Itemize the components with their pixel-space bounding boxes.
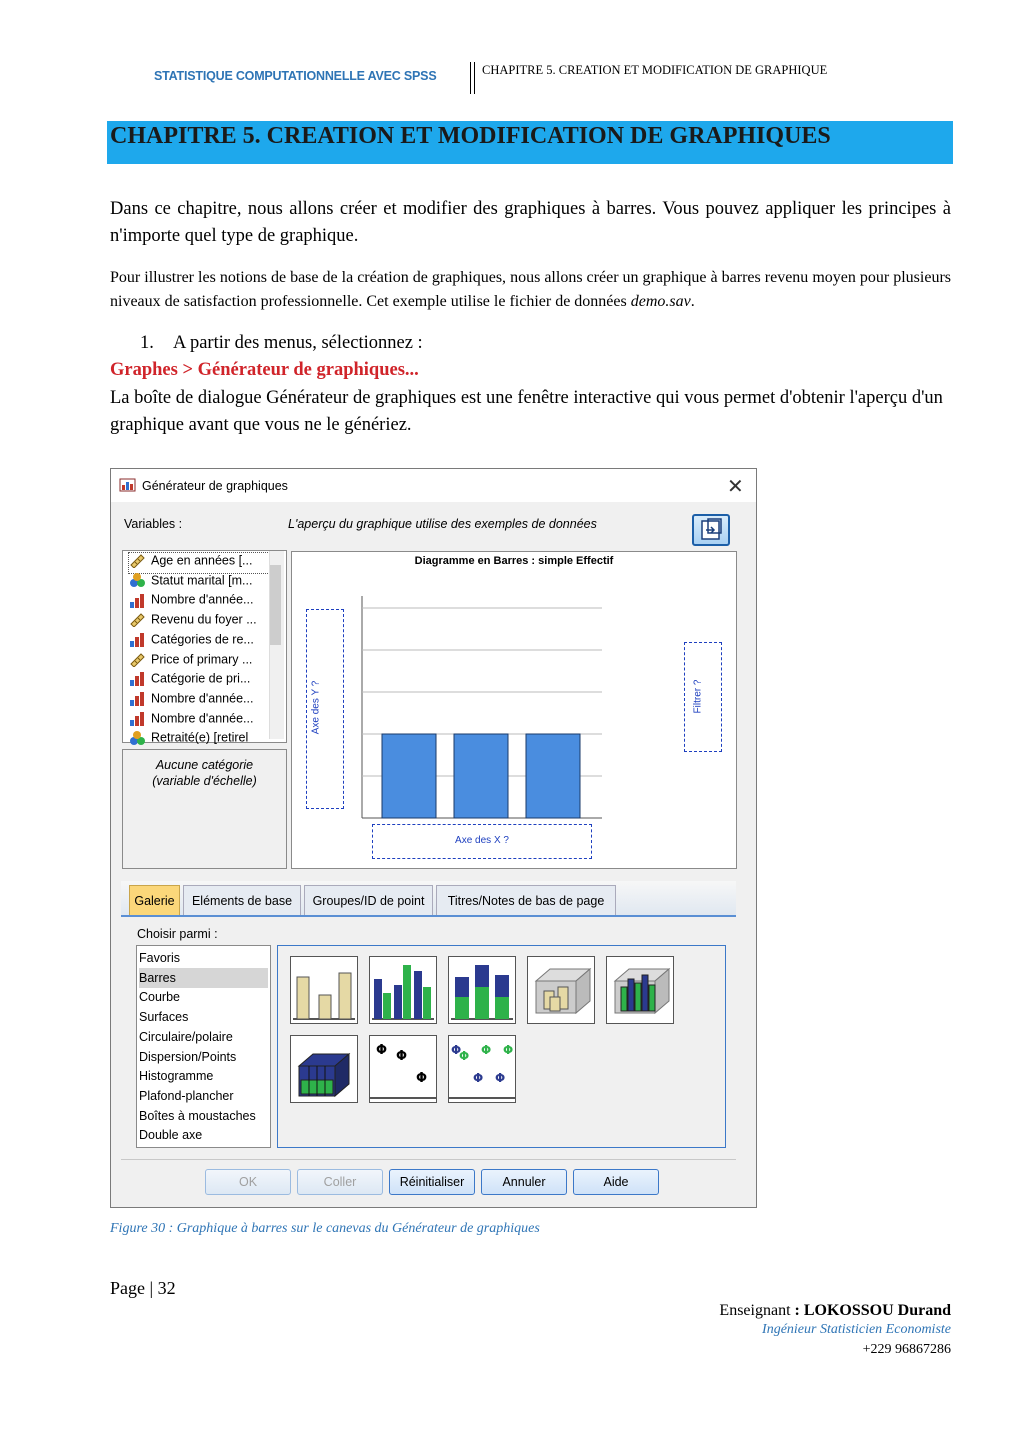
variable-item[interactable]	[129, 573, 269, 593]
preview-note: L'aperçu du graphique utilise des exemples de données	[288, 517, 597, 531]
simple-bar-icon	[291, 957, 357, 1023]
chart-type-item[interactable]: Boîtes à moustaches	[139, 1108, 256, 1123]
teacher-phone: +229 96867286	[862, 1342, 951, 1357]
dialog-title: Générateur de graphiques	[142, 479, 288, 493]
tab-titles-footnotes[interactable]: Titres/Notes de bas de page	[436, 885, 616, 915]
svg-text:Φ: Φ	[481, 1043, 492, 1057]
variable-item[interactable]	[129, 632, 269, 652]
variables-label: Variables :	[124, 517, 183, 531]
page-value: 32	[157, 1278, 176, 1298]
stacked-bar-thumbnail[interactable]	[448, 956, 516, 1024]
dialog-titlebar	[111, 469, 756, 502]
simple-bar-thumbnail[interactable]	[290, 956, 358, 1024]
close-icon[interactable]: ✕	[727, 476, 744, 498]
clustered-bar-icon	[370, 957, 436, 1023]
category-info-line1: Aucune catégorie	[155, 758, 254, 772]
chart-builder-dialog	[110, 468, 757, 1208]
clustered-bar-thumbnail[interactable]	[369, 956, 437, 1024]
y-axis-zone-label: Axe des Y ?	[310, 680, 322, 735]
ruler-icon	[129, 553, 146, 568]
x-axis-drop-zone[interactable]	[372, 824, 592, 859]
element-properties-button[interactable]	[692, 514, 730, 546]
3d-stacked-bar-icon	[291, 1036, 357, 1102]
preview-bar	[526, 734, 580, 818]
variable-label: Catégorie de pri...	[151, 671, 251, 686]
variable-item[interactable]	[129, 730, 269, 750]
tab-basic-elements[interactable]: Eléments de base	[183, 885, 301, 915]
ordinal-icon	[129, 593, 146, 608]
chart-type-item[interactable]: Dispersion/Points	[139, 1049, 237, 1064]
chart-type-item[interactable]: Double axe	[139, 1128, 203, 1143]
chart-type-item[interactable]: Histogramme	[139, 1069, 214, 1084]
variable-item[interactable]	[129, 671, 269, 691]
preview-bar	[382, 734, 436, 818]
running-header-right: CHAPITRE 5. CREATION ET MODIFICATION DE GRAPHIQUE	[482, 63, 828, 77]
cancel-button[interactable]: Annuler	[481, 1169, 567, 1195]
chart-builder-app-icon	[119, 477, 136, 492]
ruler-icon	[129, 612, 146, 627]
svg-text:Φ: Φ	[376, 1043, 388, 1058]
ordinal-icon	[129, 691, 146, 706]
teacher-name: : LOKOSSOU Durand	[794, 1302, 951, 1319]
ordinal-icon	[129, 632, 146, 647]
menu-path: Graphes > Générateur de graphiques...	[110, 360, 419, 380]
chart-type-item[interactable]: Circulaire/polaire	[139, 1029, 233, 1044]
category-info-box	[122, 749, 287, 869]
paragraph-end: .	[690, 293, 695, 310]
chart-type-item[interactable]: Plafond-plancher	[139, 1088, 234, 1103]
chart-type-item[interactable]: Favoris	[139, 951, 180, 965]
ok-button[interactable]: OK	[205, 1169, 291, 1195]
variable-label: Nombre d'année...	[151, 593, 254, 608]
variable-item[interactable]	[129, 553, 269, 573]
reset-button[interactable]: Réinitialiser	[389, 1169, 475, 1195]
preview-bar-chart	[352, 592, 612, 822]
svg-text:Φ: Φ	[451, 1043, 462, 1057]
illustration-paragraph	[110, 266, 951, 314]
variable-label: Statut marital [m...	[151, 573, 253, 588]
preview-chart-title: Diagramme en Barres : simple Effectif	[414, 555, 614, 567]
chart-type-item[interactable]: Courbe	[139, 990, 180, 1005]
variable-label: Catégories de re...	[151, 632, 254, 647]
variable-label: Age en années [...	[151, 553, 253, 568]
svg-text:Φ: Φ	[495, 1071, 506, 1085]
x-axis-zone-label: Axe des X ?	[455, 835, 509, 846]
choose-from-label: Choisir parmi :	[137, 927, 218, 941]
clustered-error-bar-icon	[449, 1036, 515, 1102]
preview-bar	[454, 734, 508, 818]
properties-icon	[694, 516, 728, 544]
tab-underline	[121, 915, 736, 917]
running-header-left: STATISTIQUE COMPUTATIONNELLE AVEC SPSS	[154, 69, 437, 83]
header-divider	[470, 62, 471, 94]
chart-canvas[interactable]	[291, 551, 737, 869]
3d-stacked-bar-thumbnail[interactable]	[290, 1035, 358, 1103]
svg-text:Φ: Φ	[473, 1071, 484, 1085]
variable-label: Nombre d'année...	[151, 691, 254, 706]
ordinal-icon	[129, 671, 146, 686]
chapter-title: CHAPITRE 5. CREATION ET MODIFICATION DE GRAPHIQUES	[110, 123, 831, 149]
svg-text:Φ: Φ	[396, 1049, 408, 1064]
help-button[interactable]: Aide	[573, 1169, 659, 1195]
intro-paragraph: Dans ce chapitre, nous allons créer et modifier des graphiques à barres. Vous pouvez appliquer les principes à n'importe quel type de graphique.	[110, 199, 951, 246]
step-item	[140, 333, 423, 354]
variable-label: Retraité(e) [retirel	[151, 731, 249, 745]
svg-text:Φ: Φ	[503, 1043, 514, 1057]
paste-button[interactable]: Coller	[297, 1169, 383, 1195]
tab-gallery[interactable]: Galerie	[129, 885, 180, 915]
paragraph-text: Pour illustrer les notions de base de la création de graphiques, nous allons créer un graphique à barres revenu moyen pour plusieurs niveaux de satisfaction professionnelle. Cet exemple utilise le fichier de données	[110, 269, 951, 310]
y-axis-drop-zone[interactable]	[306, 609, 344, 809]
page-number: Page | 32	[110, 1278, 176, 1298]
filter-drop-zone[interactable]	[684, 642, 722, 752]
variable-label: Revenu du foyer ...	[151, 612, 257, 627]
3d-clustered-bar-thumbnail[interactable]	[606, 956, 674, 1024]
variable-item[interactable]	[129, 691, 269, 711]
teacher-prefix: Enseignant	[719, 1302, 791, 1319]
chart-type-item[interactable]: Barres	[139, 968, 268, 988]
clustered-error-bar-thumbnail[interactable]	[448, 1035, 516, 1103]
ordinal-icon	[129, 711, 146, 726]
variable-label: Price of primary ...	[151, 652, 253, 667]
error-bar-icon	[370, 1036, 436, 1102]
step-number: 1.	[140, 333, 154, 353]
variable-label: Nombre d'année...	[151, 711, 254, 726]
category-info-line2: (variable d'échelle)	[152, 774, 257, 788]
dialog-description-paragraph: La boîte de dialogue Générateur de graphiques est une fenêtre interactive qui vous permet d'obtenir l'aperçu d'un graphique avant que vous ne le génériez.	[110, 388, 943, 435]
figure-caption: Figure 30 : Graphique à barres sur le canevas du Générateur de graphiques	[110, 1221, 540, 1236]
3d-bar-thumbnail[interactable]	[527, 956, 595, 1024]
button-separator	[121, 1159, 736, 1160]
3d-bar-icon	[528, 957, 594, 1023]
chapter-title-banner	[107, 121, 953, 164]
simple-error-bar-thumbnail[interactable]	[369, 1035, 437, 1103]
stacked-bar-icon	[449, 957, 515, 1023]
scrollbar-thumb[interactable]	[270, 565, 281, 645]
teacher-line	[600, 1302, 951, 1320]
page-label: Page	[110, 1278, 145, 1298]
3d-clustered-bar-icon	[607, 957, 673, 1023]
variable-item[interactable]	[129, 711, 269, 731]
teacher-title: Ingénieur Statisticien Economiste	[762, 1322, 951, 1337]
nominal-icon	[129, 731, 146, 746]
step-text: A partir des menus, sélectionnez :	[173, 333, 423, 353]
variable-item[interactable]	[129, 652, 269, 672]
ruler-icon	[129, 652, 146, 667]
nominal-icon	[129, 573, 146, 588]
data-file-name: demo.sav	[630, 293, 691, 310]
svg-text:Φ: Φ	[416, 1071, 428, 1086]
chart-type-list[interactable]	[136, 945, 271, 1148]
svg-text:Φ: Φ	[459, 1049, 470, 1063]
tab-groups-point-id[interactable]: Groupes/ID de point	[304, 885, 433, 915]
header-divider	[474, 62, 475, 94]
chart-type-item[interactable]: Surfaces	[139, 1010, 189, 1025]
filter-zone-label: Filtrer ?	[692, 679, 704, 714]
variable-item[interactable]	[129, 592, 269, 612]
chart-gallery[interactable]	[277, 945, 726, 1148]
variable-list[interactable]	[122, 550, 287, 743]
variable-item[interactable]	[129, 612, 269, 632]
